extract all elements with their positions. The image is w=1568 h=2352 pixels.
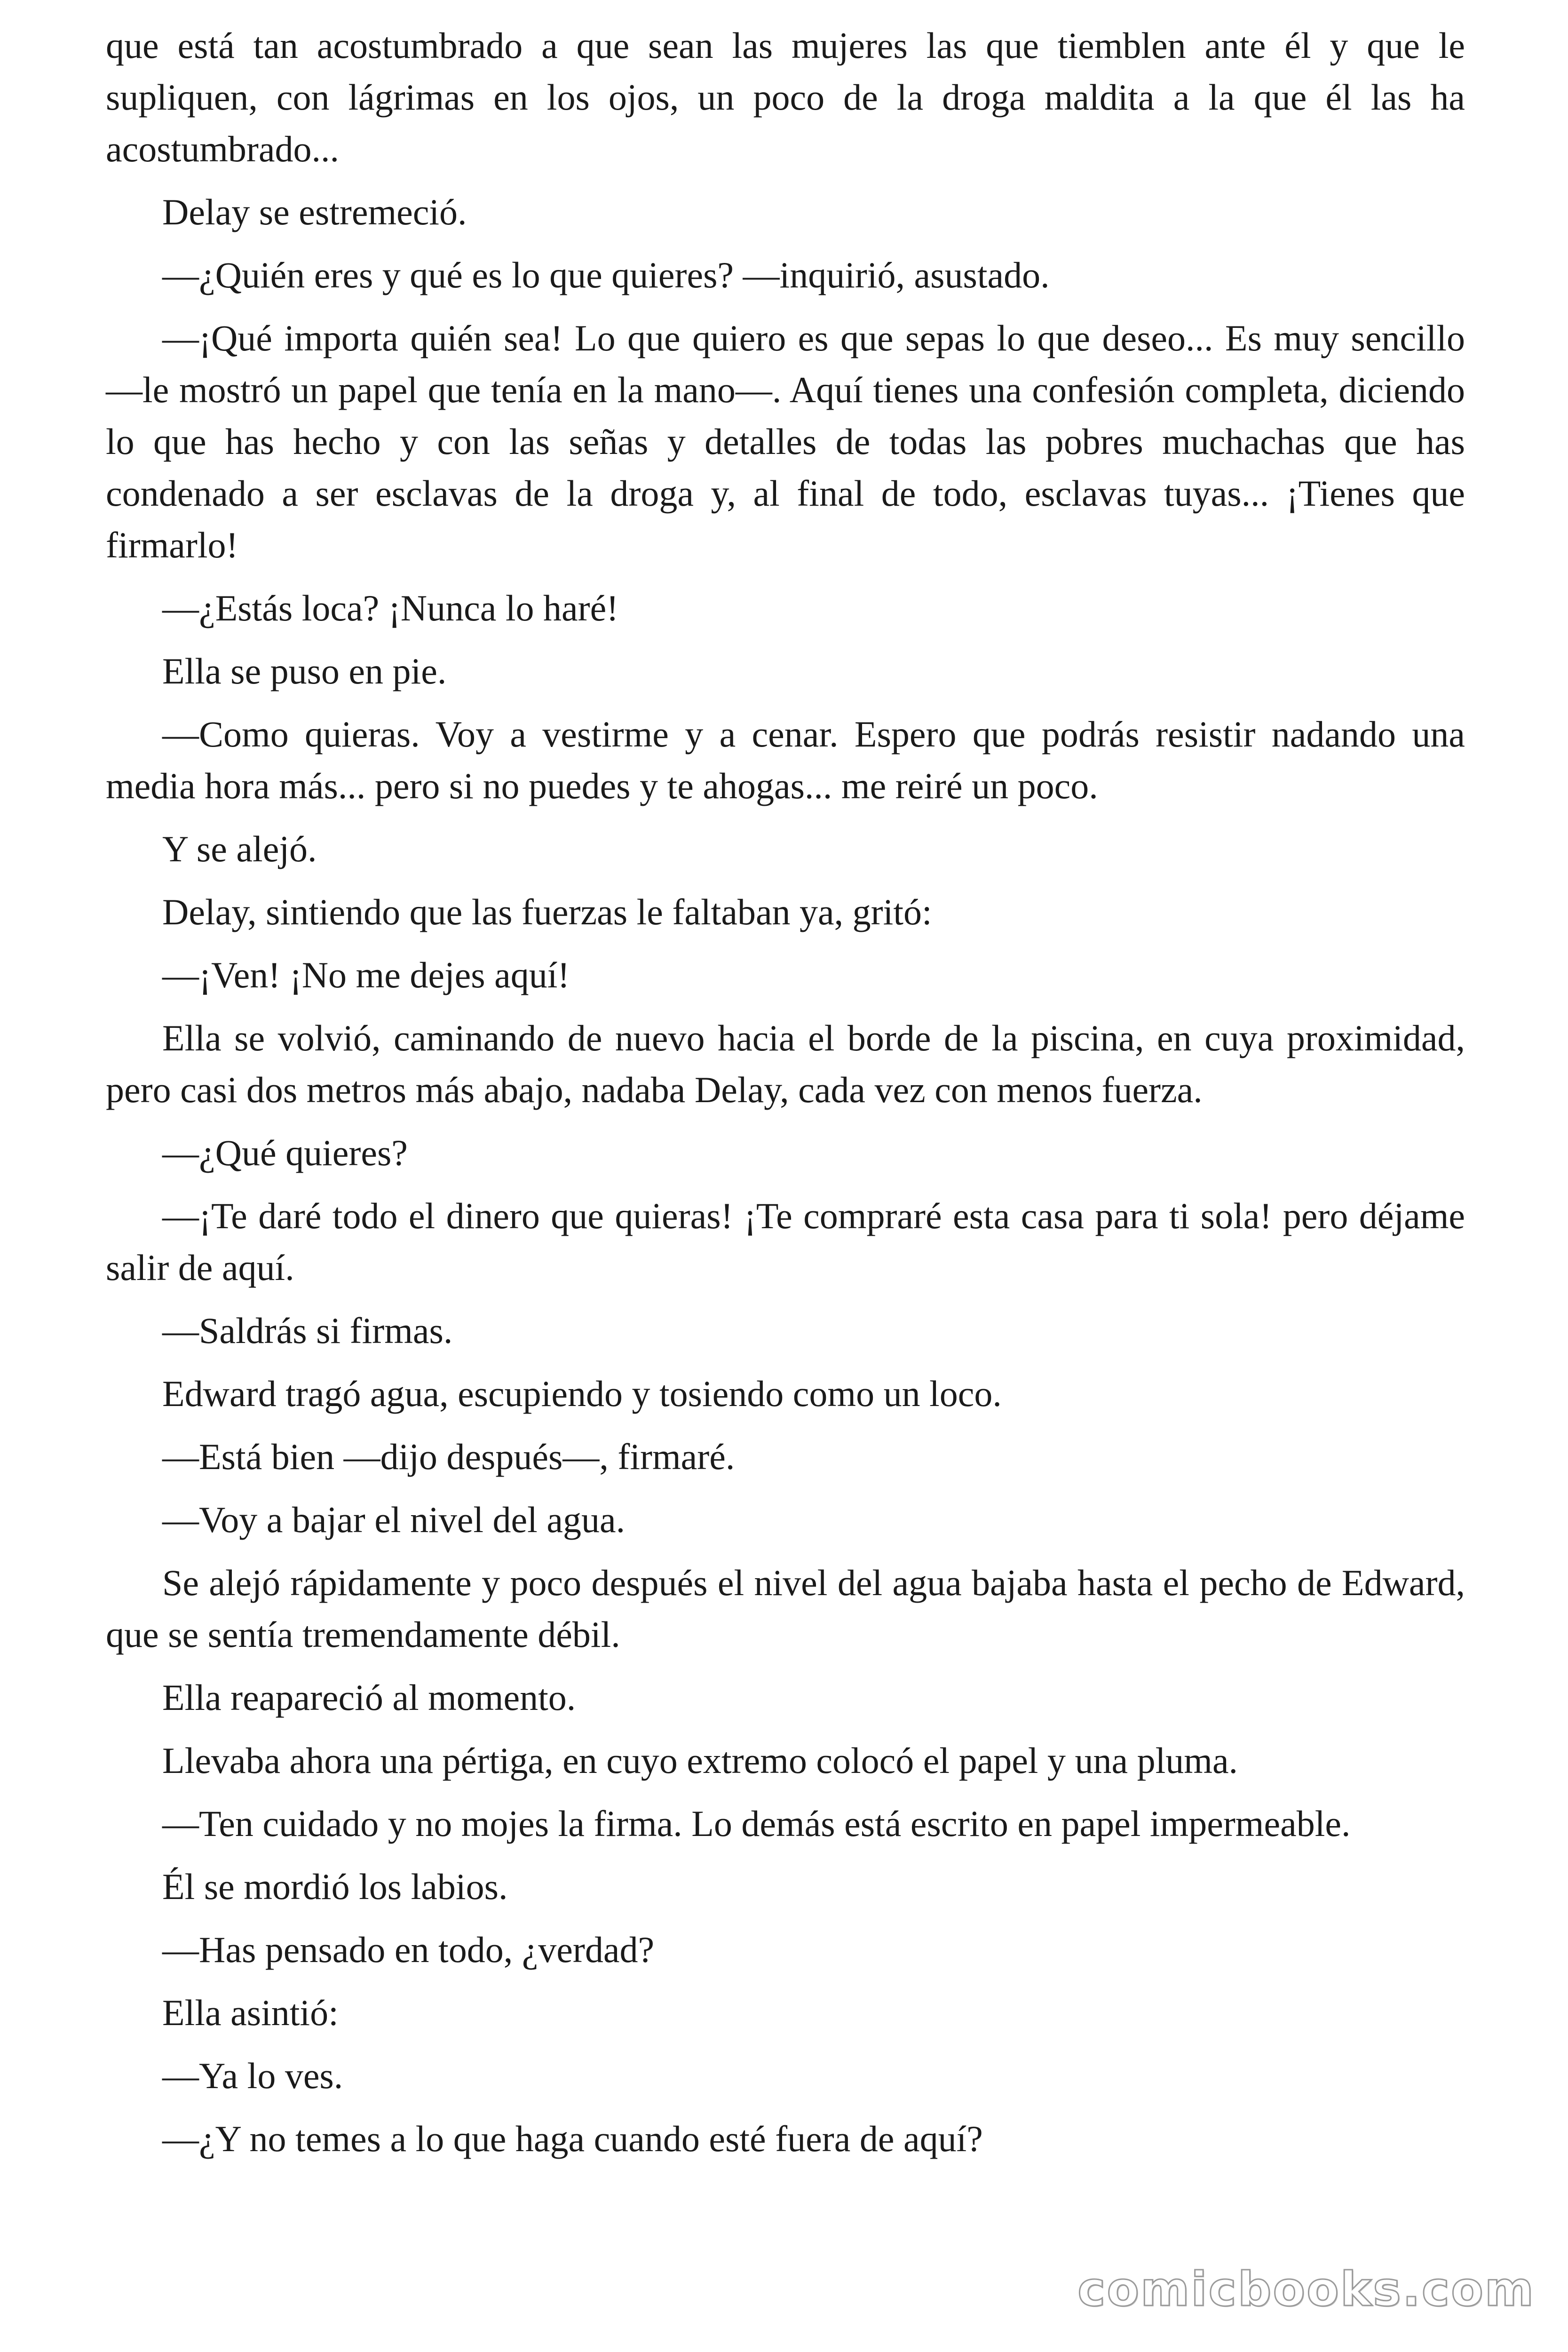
paragraph: Se alejó rápidamente y poco después el nivel del agua bajaba hasta el pecho de Edward, que se sentía tremendamente débil. — [106, 1562, 1465, 1655]
paragraph: —Ten cuidado y no mojes la firma. Lo demás está escrito en papel impermeable. — [162, 1803, 1351, 1844]
paragraph: —¿Qué quieres? — [162, 1132, 408, 1173]
paragraph: Él se mordió los labios. — [162, 1866, 508, 1907]
paragraph: Y se alejó. — [162, 828, 317, 869]
paragraph: Edward tragó agua, escupiendo y tosiendo como un loco. — [162, 1373, 1002, 1414]
paragraph: —Has pensado en todo, ¿verdad? — [162, 1929, 655, 1970]
paragraph: —¿Estás loca? ¡Nunca lo haré! — [162, 588, 619, 628]
paragraph: —¡Te daré todo el dinero que quieras! ¡Te compraré esta casa para ti sola! pero déjame salir de aquí. — [106, 1195, 1465, 1288]
page-text — [106, 20, 1465, 2176]
paragraph: —Como quieras. Voy a vestirme y a cenar. Espero que podrás resistir nadando una media hora más... pero si no puedes y te ahogas... me reiré un poco. — [106, 714, 1465, 806]
paragraph: —¡Qué importa quién sea! Lo que quiero es que sepas lo que deseo... Es muy sencillo —le mostró un papel que tenía en la mano—. Aquí tienes una confesión completa, diciendo lo que has hecho y con las señas y detalles de todas las pobres muchachas que has condenado a ser esclavas de la droga y, al final de todo, esclavas tuyas... ¡Tienes que firmarlo! — [106, 318, 1465, 565]
paragraph: Ella se puso en pie. — [162, 651, 447, 691]
paragraph: Ella se volvió, caminando de nuevo hacia el borde de la piscina, en cuya proximidad, pero casi dos metros más abajo, nadaba Delay, cada vez con menos fuerza. — [106, 1017, 1465, 1110]
paragraph: —Ya lo ves. — [162, 2055, 343, 2096]
paragraph: Ella asintió: — [162, 1992, 339, 2033]
paragraph: —Voy a bajar el nivel del agua. — [162, 1499, 626, 1540]
paragraph: Delay, sintiendo que las fuerzas le faltaban ya, gritó: — [162, 891, 932, 932]
paragraph: Delay se estremeció. — [162, 191, 467, 232]
paragraph-continuation: que está tan acostumbrado a que sean las mujeres las que tiemblen ante él y que le supliquen, con lágrimas en los ojos, un poco de la droga maldita a la que él las ha acostumbrado... — [106, 25, 1465, 169]
paragraph: —¡Ven! ¡No me dejes aquí! — [162, 954, 570, 995]
paragraph: Ella reapareció al momento. — [162, 1677, 576, 1718]
paragraph: —¿Y no temes a lo que haga cuando esté fuera de aquí? — [162, 2118, 983, 2159]
watermark: comicbooks.com — [1077, 2262, 1535, 2317]
paragraph: —Saldrás si firmas. — [162, 1310, 453, 1351]
paragraph: Llevaba ahora una pértiga, en cuyo extremo colocó el papel y una pluma. — [162, 1740, 1238, 1781]
paragraph: —Está bien —dijo después—, firmaré. — [162, 1436, 735, 1477]
paragraph: —¿Quién eres y qué es lo que quieres? —inquirió, asustado. — [162, 254, 1050, 295]
